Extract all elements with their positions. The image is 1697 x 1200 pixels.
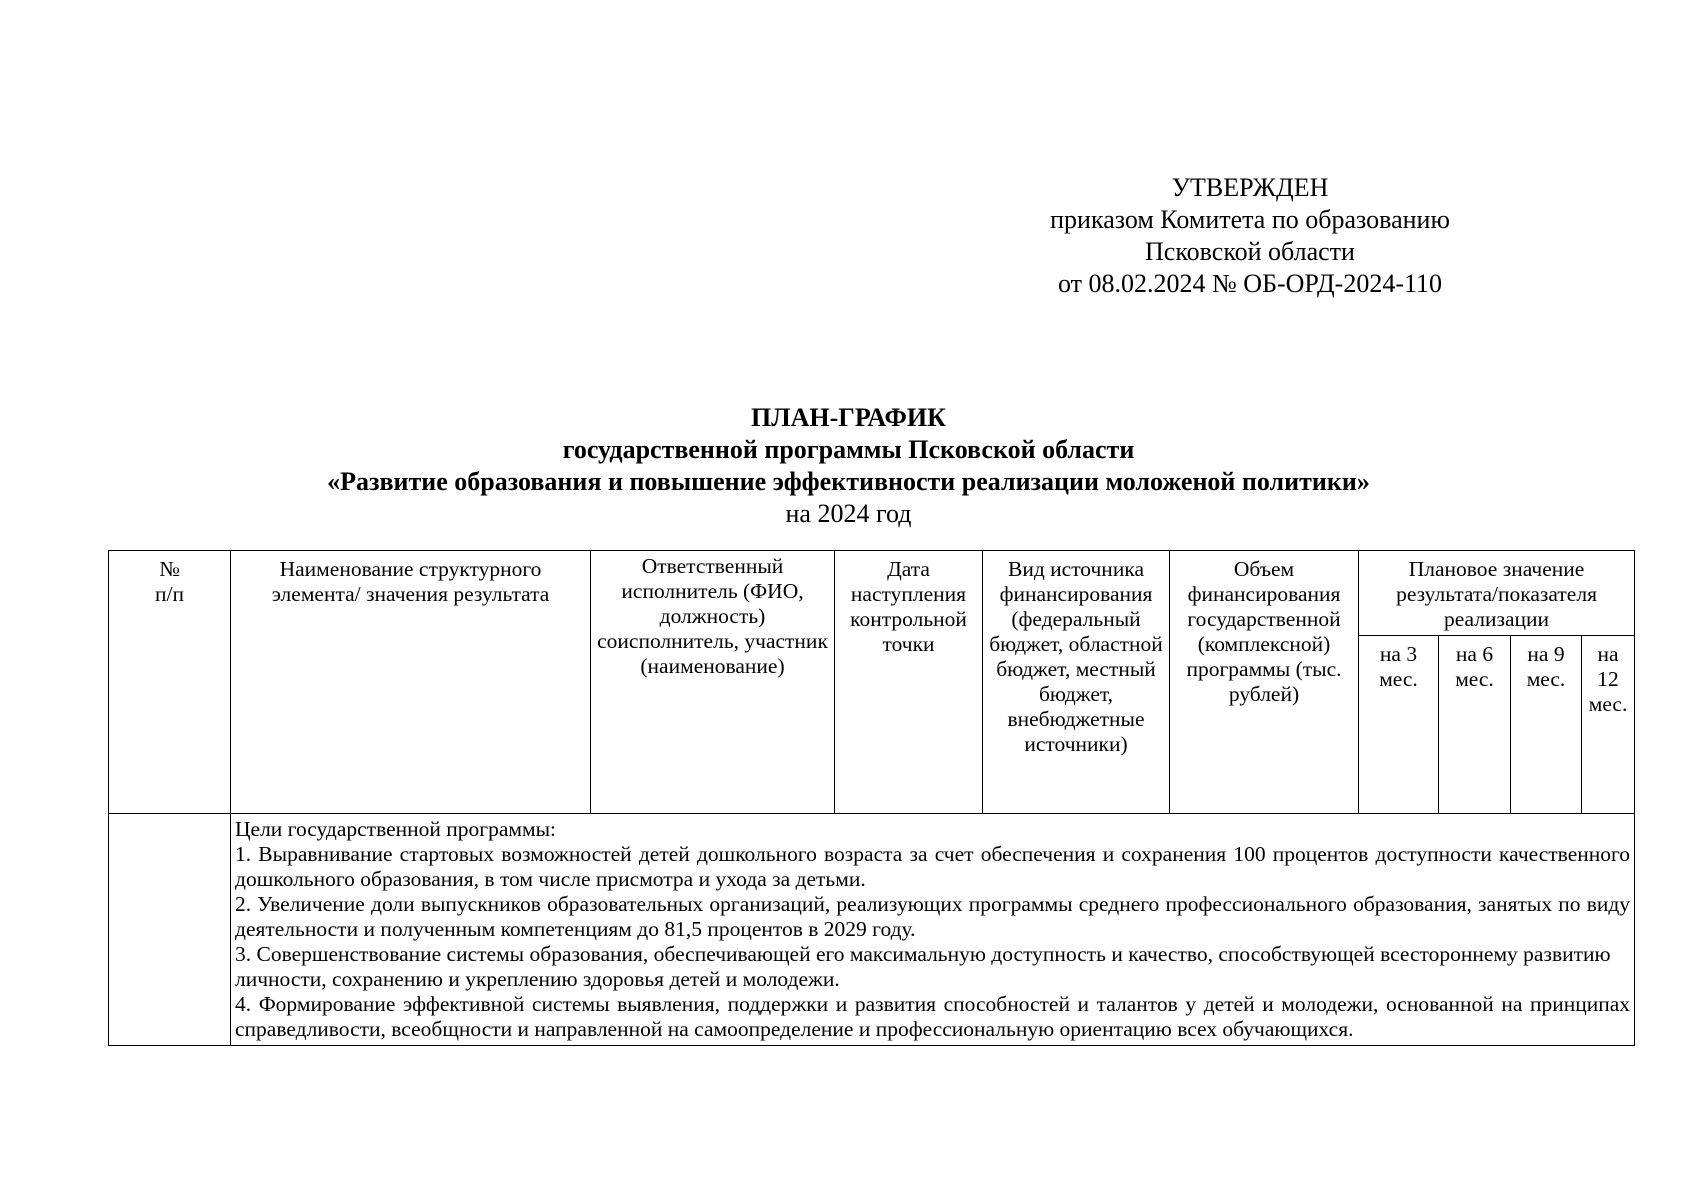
header-funding-volume: Объем финансирования государственной (комплексной) программы (тыс. рублей)	[1170, 551, 1359, 814]
header-control-date: Дата наступления контрольной точки	[835, 551, 983, 814]
header-planned-value: Плановое значение результата/показателя реализации	[1359, 551, 1635, 636]
header-structural-element: Наименование структурного элемента/ значения результата	[231, 551, 591, 814]
title-plan: ПЛАН-ГРАФИК	[751, 403, 946, 432]
goals-number-cell	[109, 814, 231, 1046]
approval-line-region: Псковской области	[1145, 237, 1355, 266]
plan-table	[108, 550, 1635, 1046]
header-period-9: на 9 мес.	[1511, 636, 1582, 814]
approval-line-approved: УТВЕРЖДЕН	[1171, 173, 1329, 202]
goal-item-2: 2. Увеличение доли выпускников образовательных организаций, реализующих программы среднего профессионального образования, занятых по виду деятельности и полученным компетенциям до 81,5 процентов в 2029 году.	[235, 892, 1631, 941]
goals-cell	[231, 814, 1635, 1046]
goals-heading: Цели государственной программы:	[235, 817, 557, 841]
title-program: государственной программы Псковской области	[562, 435, 1135, 464]
document-title	[0, 402, 1697, 530]
goal-item-1: 1. Выравнивание стартовых возможностей детей дошкольного возраста за счет обеспечения и сохранения 100 процентов доступности качественного дошкольного образования, в том числе присмотра и ухода за детьми.	[235, 842, 1631, 891]
approval-line-date-number: от 08.02.2024 № ОБ-ОРД-2024-110	[1057, 269, 1443, 298]
header-executor: Ответственный исполнитель (ФИО, должность) соисполнитель, участник (наименование)	[591, 551, 835, 814]
header-row-1	[109, 551, 1635, 636]
approval-stamp	[1020, 172, 1480, 300]
header-number: № п/п	[109, 551, 231, 814]
title-year: на 2024 год	[785, 499, 912, 528]
header-funding-source: Вид источника финансирования (федеральный бюджет, областной бюджет, местный бюджет, внебюджетные источники)	[983, 551, 1170, 814]
goals-row	[109, 814, 1635, 1046]
goal-item-3: 3. Совершенствование системы образования, обеспечивающей его максимальную доступность и качество, способствующей всестороннему развитию личности, сохранению и укреплению здоровья детей и молодежи.	[235, 942, 1611, 991]
title-program-name: «Развитие образования и повышение эффективности реализации моложеной политики»	[327, 467, 1370, 496]
goal-item-4: 4. Формирование эффективной системы выявления, поддержки и развития способностей и талантов у детей и молодежи, основанной на принципах справедливости, всеобщности и направленной на самоопределение и профессиональную ориентацию всех обучающихся.	[235, 992, 1631, 1041]
header-period-12: на 12 мес.	[1582, 636, 1635, 814]
header-period-3: на 3 мес.	[1359, 636, 1439, 814]
header-period-6: на 6 мес.	[1439, 636, 1511, 814]
approval-line-order: приказом Комитета по образованию	[1050, 205, 1450, 234]
